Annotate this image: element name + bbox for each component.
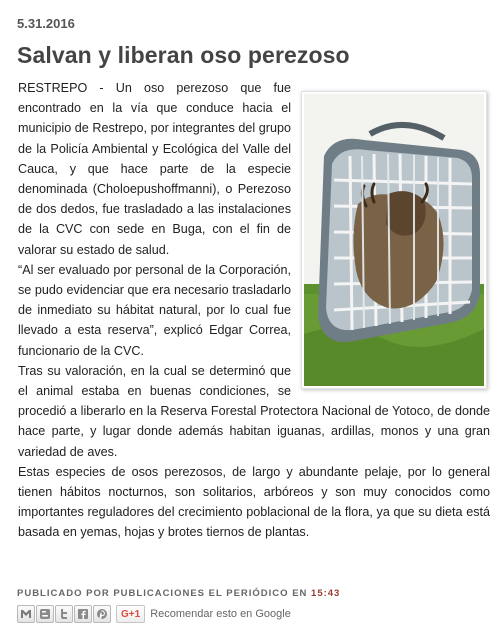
facebook-share-button[interactable]: [74, 605, 92, 623]
post-paragraph: Estas especies de osos perezosos, de largo y abundante pelaje, por lo general tienen hábitos nocturnos, son solitarios, arbóreos y son muy conocidos como importantes reguladores del crecimiento poblacional de la flora, ya que su dieta está basada en yemas, hojas y brotes tiernos de plantas.: [18, 464, 490, 540]
sloth-in-carrier-photo: [304, 94, 484, 386]
google-plus-one-button[interactable]: G+1: [116, 605, 145, 623]
pinterest-icon: [96, 608, 108, 620]
post-photo-frame[interactable]: [301, 91, 487, 389]
recommend-on-google-text: Recomendar esto en Google: [150, 608, 291, 620]
post-title[interactable]: Salvan y liberan oso perezoso: [17, 42, 350, 68]
twitter-share-button[interactable]: [55, 605, 73, 623]
blogger-icon: [39, 608, 51, 620]
post-body: [18, 78, 490, 543]
post-paragraph: RESTREPO - Un oso perezoso que fue encontrado en la vía que conduce hacia el municipio de Restrepo, por integrantes del grupo de la Policía Ambiental y Ecológica del Valle del Cauca, y que hace parte de la especie denominada (Choloepushoffmanni), o Perezoso de dos dedos, fue trasladado a las instalaciones de la CVC con sede en Buga, con el fin de valorar su estado de salud.: [18, 81, 291, 257]
email-share-button[interactable]: [17, 605, 35, 623]
post-paragraph: “Al ser evaluado por personal de la Corporación, se pudo evidenciar que era necesario trasladarlo de inmediato su hábitat natural, por lo cual fue llevado a esta reserva”, explicó Edgar Correa, funcionario de la CVC.: [18, 262, 291, 358]
email-icon: [20, 608, 32, 620]
share-buttons: [17, 604, 291, 624]
facebook-icon: [77, 608, 89, 620]
pinterest-share-button[interactable]: [93, 605, 111, 623]
post-date: 5.31.2016: [17, 16, 75, 31]
post-author-link[interactable]: PUBLICACIONES EL PERIÓDICO: [113, 588, 289, 599]
twitter-icon: [58, 608, 70, 620]
blogger-share-button[interactable]: [36, 605, 54, 623]
post-paragraph: Tras su valoración, en la cual se determinó que el animal estaba en buenas condiciones, se procedió a liberarlo en la Reserva Forestal Protectora Nacional de Yotoco, de donde hace parte, y lugar donde además habitan iguanas, ardillas, monos y una gran variedad de aves.: [18, 363, 490, 459]
published-prefix: PUBLICADO POR: [17, 588, 110, 599]
published-at: EN: [292, 588, 308, 599]
post-timestamp-link[interactable]: 15:43: [311, 588, 341, 599]
post-footer: [17, 588, 340, 599]
